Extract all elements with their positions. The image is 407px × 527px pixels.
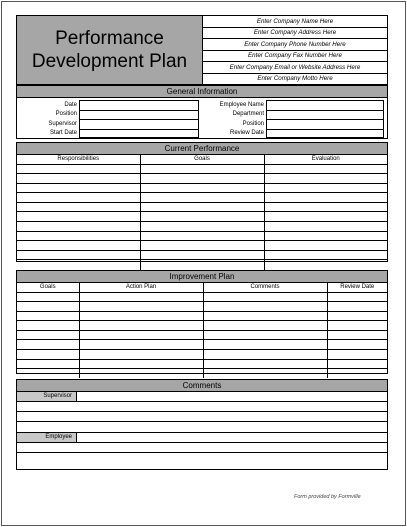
col-header-goals: Goals: [140, 155, 264, 164]
table-cell[interactable]: [140, 174, 264, 184]
current-performance-heading: Current Performance: [17, 143, 387, 155]
title-line-2: Development Plan: [31, 51, 188, 72]
table-cell[interactable]: [264, 164, 387, 174]
supervisor-comments-line[interactable]: [17, 402, 387, 412]
table-row: [17, 193, 387, 203]
table-cell[interactable]: [17, 321, 79, 331]
footer-credit: Form provided by Formville: [294, 494, 361, 500]
table-cell[interactable]: [79, 369, 203, 379]
table-cell[interactable]: [79, 321, 203, 331]
supervisor-field[interactable]: [79, 119, 199, 129]
review-date-label: Review Date: [229, 130, 264, 137]
table-cell[interactable]: [140, 212, 264, 222]
table-cell[interactable]: [203, 330, 327, 340]
table-cell[interactable]: [264, 212, 387, 222]
table-row: [17, 241, 387, 251]
table-cell[interactable]: [264, 231, 387, 241]
table-cell[interactable]: [17, 212, 140, 222]
table-row: [17, 174, 387, 184]
employee-name-field[interactable]: [266, 100, 384, 110]
table-cell[interactable]: [17, 250, 140, 260]
table-cell[interactable]: [203, 359, 327, 369]
table-cell[interactable]: [203, 311, 327, 321]
table-cell[interactable]: [140, 193, 264, 203]
table-cell[interactable]: [203, 321, 327, 331]
table-cell[interactable]: [79, 292, 203, 302]
table-row: [17, 292, 387, 302]
table-cell[interactable]: [79, 359, 203, 369]
general-information-section: [16, 85, 388, 139]
table-cell[interactable]: [17, 350, 79, 360]
current-performance-section: [16, 142, 388, 262]
employee-position-label: Position: [242, 120, 264, 127]
employee-comments-field[interactable]: [77, 433, 387, 442]
table-cell[interactable]: [327, 311, 387, 321]
company-name-field[interactable]: Enter Company Name Here: [203, 16, 387, 28]
table-cell[interactable]: [17, 260, 140, 270]
company-phone-field[interactable]: Enter Company Phone Number Here: [203, 39, 387, 51]
start-date-label: Start Date: [49, 130, 77, 137]
table-cell[interactable]: [17, 222, 140, 232]
table-cell[interactable]: [17, 330, 79, 340]
table-cell[interactable]: [327, 340, 387, 350]
table-cell[interactable]: [140, 231, 264, 241]
general-information-heading: General Information: [17, 86, 387, 98]
table-cell[interactable]: [17, 193, 140, 203]
review-date-field[interactable]: [266, 129, 384, 139]
table-cell[interactable]: [79, 311, 203, 321]
table-row: [17, 222, 387, 232]
table-cell[interactable]: [140, 250, 264, 260]
supervisor-comments-line[interactable]: [17, 412, 387, 422]
form-header: [16, 15, 388, 85]
company-motto-field[interactable]: Enter Company Motto Here: [257, 75, 333, 83]
table-cell[interactable]: [17, 359, 79, 369]
table-cell[interactable]: [140, 202, 264, 212]
comments-section: [16, 379, 388, 470]
table-row: [17, 311, 387, 321]
table-cell[interactable]: [264, 193, 387, 203]
table-row: [17, 202, 387, 212]
col-header-review-date: Review Date: [327, 283, 387, 292]
table-cell[interactable]: [17, 302, 79, 312]
table-cell[interactable]: [140, 241, 264, 251]
table-row: [17, 369, 387, 379]
supervisor-comments-label: Supervisor: [17, 392, 77, 401]
employee-name-label: Employee Name: [219, 101, 264, 108]
col-header-action-plan: Action Plan: [79, 283, 203, 292]
table-row: [17, 321, 387, 331]
company-fax-field[interactable]: Enter Company Fax Number Here: [203, 51, 387, 63]
employee-position-field[interactable]: [266, 119, 384, 129]
comments-spacer: [17, 422, 387, 433]
table-cell[interactable]: [140, 164, 264, 174]
table-cell[interactable]: [17, 311, 79, 321]
table-cell[interactable]: [327, 302, 387, 312]
employee-comments-label: Employee: [17, 433, 77, 442]
date-label: Date: [64, 101, 77, 108]
table-cell[interactable]: [264, 202, 387, 212]
table-cell[interactable]: [17, 183, 140, 193]
table-row: [17, 212, 387, 222]
table-cell[interactable]: [140, 183, 264, 193]
table-row: [17, 350, 387, 360]
table-row: [17, 250, 387, 260]
title-line-1: Performance: [55, 28, 164, 49]
table-cell[interactable]: [327, 292, 387, 302]
table-row: [17, 260, 387, 270]
table-cell[interactable]: [17, 340, 79, 350]
table-cell[interactable]: [17, 202, 140, 212]
table-row: [17, 340, 387, 350]
table-cell[interactable]: [264, 183, 387, 193]
department-field[interactable]: [266, 110, 384, 120]
current-performance-table: [17, 155, 387, 270]
col-header-evaluation: Evaluation: [264, 155, 387, 164]
position-field[interactable]: [79, 110, 199, 120]
table-cell[interactable]: [79, 350, 203, 360]
form-title: [17, 16, 203, 84]
table-cell[interactable]: [17, 174, 140, 184]
company-email-field[interactable]: Enter Company Email or Website Address Here: [203, 62, 387, 74]
supervisor-comments-field[interactable]: [77, 392, 387, 401]
position-label: Position: [55, 111, 77, 118]
table-cell[interactable]: [264, 260, 387, 270]
table-cell[interactable]: [203, 340, 327, 350]
table-row: [17, 231, 387, 241]
table-cell[interactable]: [264, 241, 387, 251]
company-info-block: [203, 16, 387, 84]
table-cell[interactable]: [203, 369, 327, 379]
table-cell[interactable]: [17, 292, 79, 302]
table-row: [17, 183, 387, 193]
improvement-plan-table: [17, 283, 387, 378]
table-row: [17, 302, 387, 312]
improvement-plan-section: [16, 270, 388, 374]
table-row: [17, 359, 387, 369]
table-cell[interactable]: [79, 302, 203, 312]
table-cell[interactable]: [327, 321, 387, 331]
table-cell[interactable]: [327, 369, 387, 379]
table-cell[interactable]: [203, 302, 327, 312]
start-date-field[interactable]: [79, 129, 199, 139]
table-cell[interactable]: [327, 350, 387, 360]
table-row: [17, 164, 387, 174]
company-address-field[interactable]: Enter Company Address Here: [203, 28, 387, 40]
table-cell[interactable]: [17, 369, 79, 379]
col-header-goals: Goals: [17, 283, 79, 292]
table-cell[interactable]: [327, 359, 387, 369]
table-cell[interactable]: [17, 241, 140, 251]
table-cell[interactable]: [17, 164, 140, 174]
supervisor-label: Supervisor: [48, 120, 77, 127]
department-label: Department: [232, 111, 264, 118]
table-cell[interactable]: [264, 222, 387, 232]
col-header-responsibilities: Responsibilities: [17, 155, 140, 164]
table-cell[interactable]: [140, 222, 264, 232]
table-cell[interactable]: [264, 250, 387, 260]
col-header-comments: Comments: [203, 283, 327, 292]
table-row: [17, 330, 387, 340]
form-page: [1, 1, 406, 526]
table-cell[interactable]: [264, 174, 387, 184]
table-cell[interactable]: [203, 350, 327, 360]
date-field[interactable]: [79, 100, 199, 110]
table-cell[interactable]: [79, 340, 203, 350]
improvement-plan-heading: Improvement Plan: [17, 271, 387, 283]
comments-heading: Comments: [17, 380, 387, 392]
table-cell[interactable]: [327, 330, 387, 340]
table-cell[interactable]: [140, 260, 264, 270]
table-cell[interactable]: [203, 292, 327, 302]
employee-comments-line[interactable]: [17, 443, 387, 453]
table-cell[interactable]: [79, 330, 203, 340]
employee-comments-line[interactable]: [17, 453, 387, 463]
table-cell[interactable]: [17, 231, 140, 241]
